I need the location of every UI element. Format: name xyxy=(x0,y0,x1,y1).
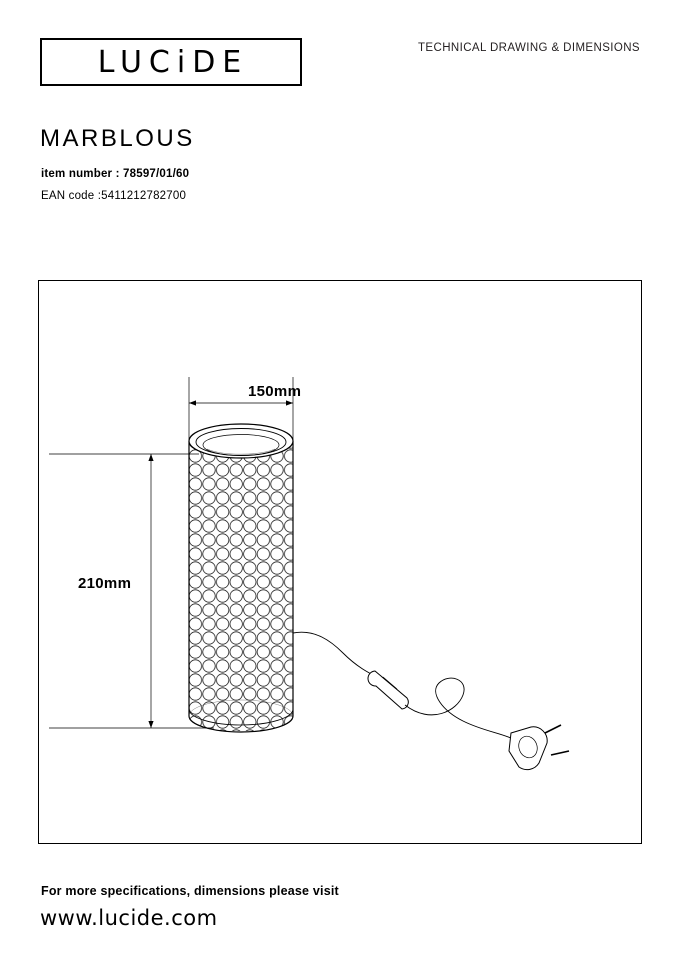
brand-logo-text: LUCiDE xyxy=(97,44,249,80)
page-header xyxy=(0,0,680,110)
footer-note: For more specifications, dimensions please visit xyxy=(41,884,339,898)
brand-logo xyxy=(40,38,302,86)
ean-code: EAN code :5411212782700 xyxy=(41,190,187,202)
inline-switch xyxy=(368,671,408,709)
product-name: MARBLOUS xyxy=(40,125,195,152)
document-title: TECHNICAL DRAWING & DIMENSIONS xyxy=(418,42,640,54)
power-plug xyxy=(509,725,569,770)
technical-drawing-frame xyxy=(38,280,642,844)
width-dimension-label: 150mm xyxy=(248,383,302,400)
technical-drawing xyxy=(39,281,641,843)
lamp-body-texture xyxy=(185,431,301,731)
item-number: item number : 78597/01/60 xyxy=(41,168,190,180)
website-link[interactable]: www.lucide.com xyxy=(40,906,218,930)
height-dimension-label: 210mm xyxy=(78,575,132,592)
